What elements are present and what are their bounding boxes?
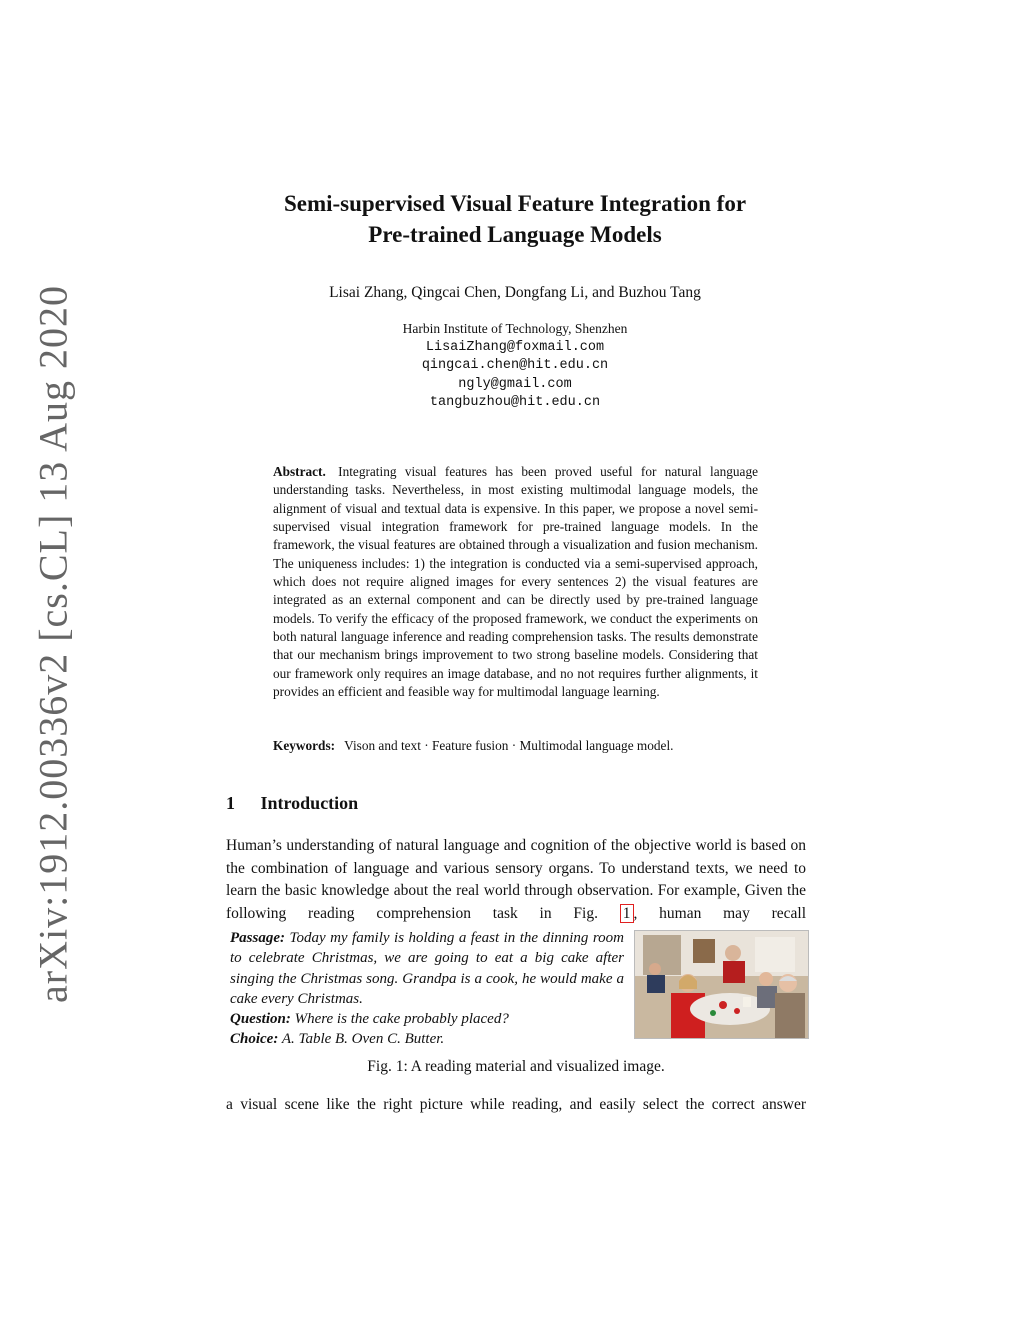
question-label: Question: (230, 1011, 291, 1028)
choice-text: A. Table B. Oven C. Butter. (281, 1031, 445, 1048)
email-3: ngly@gmail.com (458, 376, 572, 392)
photo-illustration (635, 931, 808, 1038)
intro-text: Human’s understanding of natural language and cognition of the objective world is based on the combination of language and various sensory organs. To understand texts, we need to learn the basic knowledge about the real world through observation. For example, Given the following reading comprehension task in Fig. (226, 837, 806, 922)
intro-paragraph (226, 835, 806, 925)
choice-label: Choice: (230, 1031, 279, 1048)
section-number: 1 (226, 793, 235, 813)
author-list: Lisai Zhang, Qingcai Chen, Dongfang Li, and Buzhou Tang (329, 284, 701, 301)
affiliation: Harbin Institute of Technology, Shenzhen (402, 321, 628, 336)
abstract-text: Integrating visual features has been proved useful for natural language understanding tasks. Nevertheless, in most existing multimodal language models, the alignment of visual and textual data is expensive. In this paper, we propose a novel semi-supervised visual integration framework for pre-trained language models. In the framework, the visual features are obtained through a visualization and fusion mechanism. The uniqueness includes: 1) the integration is conducted via a semi-supervised approach, which does not require aligned images for every sentences 2) the visual features are integrated as an external component and can be directly used by pre-trained language models. To verify the efficacy of the proposed framework, we conduct the experiments on both natural language inference and reading comprehension tasks. The results demonstrate that our mechanism brings improvement to two strong baseline models. Considering that our framework only requires an image database, and no not requires further alignments, it provides an efficient and feasible way for multimodal language learning. (273, 464, 758, 700)
continued-paragraph: a visual scene like the right picture while reading, and easily select the correct answer (226, 1096, 806, 1113)
question-text: Where is the cake probably placed? (294, 1011, 509, 1028)
figure-caption: Fig. 1: A reading material and visualized image. (367, 1058, 665, 1075)
keywords-label: Keywords: (273, 738, 336, 753)
email-4: tangbuzhou@hit.edu.cn (429, 395, 601, 410)
intro-text-after: , human may recall (633, 904, 807, 922)
passage-label: Passage: (230, 930, 285, 946)
arxiv-identifier: arXiv:1912.00336v2 [cs.CL] 13 Aug 2020 (30, 285, 76, 1003)
figure-passage-block (230, 928, 624, 1050)
email-1: LisaiZhang@foxmail.com (425, 339, 605, 355)
abstract (273, 463, 758, 701)
section-title: Introduction (260, 793, 359, 813)
email-2: qingcai.chen@hit.edu.cn (421, 358, 609, 373)
title-line-1: Semi-supervised Visual Feature Integration for (283, 191, 747, 216)
section-heading (226, 793, 358, 814)
abstract-label: Abstract. (273, 464, 326, 479)
title-line-2: Pre-trained Language Models (368, 222, 662, 247)
affiliation-block (220, 320, 810, 413)
keywords-text: Vison and text · Feature fusion · Multimodal language model. (344, 738, 674, 753)
christmas-dinner-photo (634, 930, 809, 1039)
paper-title (220, 188, 810, 250)
arxiv-stamp (0, 0, 76, 1003)
figure-reference-link[interactable]: 1 (620, 904, 634, 923)
passage-text: Today my family is holding a feast in the dinning room to celebrate Christmas, we are going to eat a big cake after singing the Christmas song. Grandpa is a cook, he would make a cake every Christmas. (230, 930, 625, 1007)
keywords (273, 738, 758, 754)
